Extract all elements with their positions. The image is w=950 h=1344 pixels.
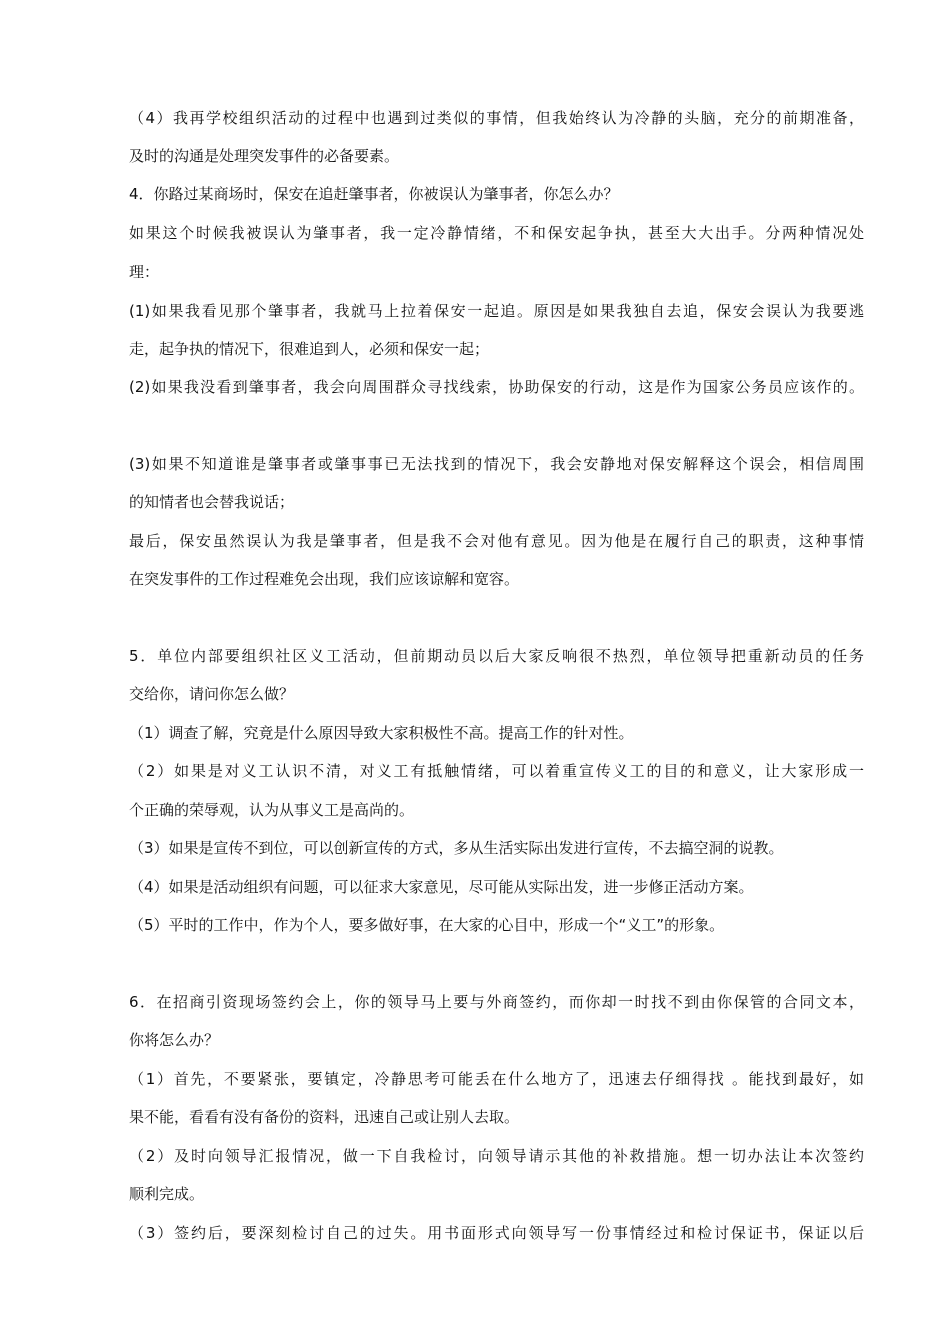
text-line: 个正确的荣辱观，认为从事义工是高尚的。 [129,801,415,819]
text-line: (1)如果我看见那个肇事者，我就马上拉着保安一起追。原因是如果我独自去追，保安会误认为我要逃 [129,302,864,320]
text-line: 走，起争执的情况下，很难追到人，必须和保安一起； [129,340,490,358]
text-line: 最后，保安虽然误认为我是肇事者，但是我不会对他有意见。因为他是在履行自己的职责，这种事情 [129,532,864,550]
text-line: （1）调查了解，究竟是什么原因导致大家积极性不高。提高工作的针对性。 [129,724,634,742]
text-line: 如果这个时候我被误认为肇事者，我一定冷静情绪，不和保安起争执，甚至大大出手。分两种情况处 [129,224,864,242]
text-line: (2)如果我没看到肇事者，我会向周围群众寻找线索，协助保安的行动，这是作为国家公务员应该作的。 [129,378,864,396]
question-heading: 4．你路过某商场时，保安在追赶肇事者，你被误认为肇事者，你怎么办？ [129,185,619,203]
text-line: （3）如果是宣传不到位，可以创新宣传的方式，多从生活实际出发进行宣传，不去搞空洞的说教。 [129,839,784,857]
text-line: （5）平时的工作中，作为个人，要多做好事，在大家的心目中，形成一个“义工”的形象。 [129,916,725,934]
text-line: 果不能，看看有没有备份的资料，迅速自己或让别人去取。 [129,1108,520,1126]
text-line: 理： [129,263,160,281]
text-line: (3)如果不知道谁是肇事者或肇事事已无法找到的情况下，我会安静地对保安解释这个误会，相信周围 [129,455,864,473]
text-line: （2）及时向领导汇报情况，做一下自我检讨，向领导请示其他的补救措施。想一切办法让本次签约 [129,1147,864,1165]
question-heading: 交给你，请问你怎么做？ [129,685,295,703]
text-line: （1）首先，不要紧张，要镇定，冷静思考可能丢在什么地方了，迅速去仔细得找 。能找到最好，如 [129,1070,864,1088]
text-line: （4）我再学校组织活动的过程中也遇到过类似的事情，但我始终认为冷静的头脑，充分的前期准备， [129,109,864,127]
text-line: 的知情者也会替我说话； [129,493,295,511]
text-line: （2）如果是对义工认识不清，对义工有抵触情绪，可以着重宣传义工的目的和意义，让大家形成一 [129,762,864,780]
text-line: （3）签约后，要深刻检讨自己的过失。用书面形式向领导写一份事情经过和检讨保证书，保证以后 [129,1224,864,1242]
question-heading: 你将怎么办？ [129,1031,220,1049]
text-line: （4）如果是活动组织有问题，可以征求大家意见，尽可能从实际出发，进一步修正活动方案。 [129,878,754,896]
text-line: 在突发事件的工作过程难免会出现，我们应该谅解和宽容。 [129,570,520,588]
question-heading: 6．在招商引资现场签约会上，你的领导马上要与外商签约，而你却一时找不到由你保管的合同文本， [129,993,864,1011]
text-line: 及时的沟通是处理突发事件的必备要素。 [129,147,400,165]
question-heading: 5．单位内部要组织社区义工活动，但前期动员以后大家反响很不热烈，单位领导把重新动员的任务 [129,647,864,665]
text-line: 顺利完成。 [129,1185,205,1203]
